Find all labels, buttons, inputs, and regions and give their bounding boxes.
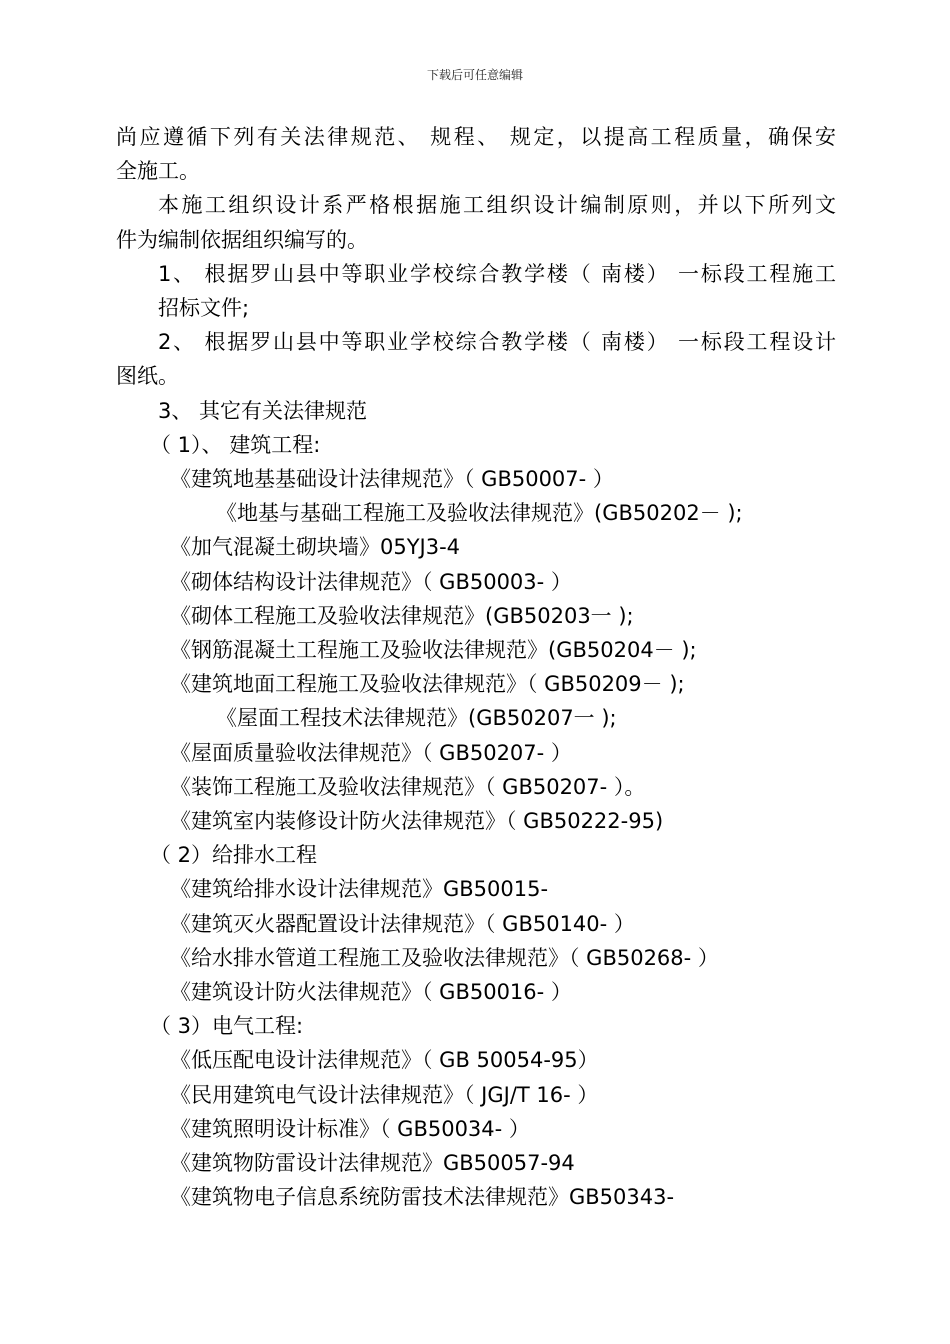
standard-item: 《砌体工程施工及验收法律规范》(GB50203一 ); xyxy=(170,603,634,628)
page-header: 下载后可任意编辑 xyxy=(426,68,523,82)
standard-item: 《建筑灭火器配置设计法律规范》（ GB50140- ） xyxy=(170,911,635,936)
standard-item: 《装饰工程施工及验收法律规范》（ GB50207- ）。 xyxy=(170,774,646,799)
standard-item: 《建筑照明设计标准》（ GB50034- ） xyxy=(170,1116,530,1141)
standard-item: 《砌体结构设计法律规范》（ GB50003- ） xyxy=(170,569,572,594)
standard-item: 《建筑地基基础设计法律规范》（ GB50007- ） xyxy=(170,467,614,492)
section-title: （ 3）电气工程: xyxy=(150,1014,304,1039)
standard-item: 《建筑给排水设计法律规范》GB50015- xyxy=(170,877,549,902)
standard-item: 《给水排水管道工程施工及验收法律规范》（ GB50268- ） xyxy=(170,945,719,970)
standard-item: 《建筑地面工程施工及验收法律规范》（ GB50209－ ); xyxy=(170,672,685,697)
list-item: 1、 根据罗山县中等职业学校综合教学楼（ 南楼） 一标段工程施工 xyxy=(158,261,836,286)
standard-item: 《低压配电设计法律规范》（ GB 50054-95） xyxy=(170,1048,599,1073)
standard-item: 《地基与基础工程施工及验收法律规范》(GB50202－ ); xyxy=(216,501,743,526)
standard-item: 《屋面工程技术法律规范》(GB50207一 ); xyxy=(216,706,617,731)
paragraph-line: 尚应遵循下列有关法律规范、 规程、 规定，以提高工程质量，确保安 xyxy=(116,125,836,149)
standard-item: 《民用建筑电气设计法律规范》（ JGJ/T 16- ） xyxy=(170,1082,599,1107)
standard-item: 《钢筋混凝土工程施工及验收法律规范》(GB50204－ ); xyxy=(170,638,697,663)
standard-item: 《建筑室内装修设计防火法律规范》（ GB50222-95) xyxy=(170,809,664,834)
standard-item: 《建筑设计防火法律规范》（ GB50016- ） xyxy=(170,980,572,1005)
paragraph-line: 全施工。 xyxy=(116,159,200,184)
list-item: 3、 其它有关法律规范 xyxy=(158,398,368,423)
list-item-continuation: 图纸。 xyxy=(116,364,179,389)
standard-item: 《屋面质量验收法律规范》（ GB50207- ） xyxy=(170,740,572,765)
paragraph-line: 本施工组织设计系严格根据施工组织设计编制原则，并以下所列文 xyxy=(158,193,836,218)
list-item: 2、 根据罗山县中等职业学校综合教学楼（ 南楼） 一标段工程设计 xyxy=(158,330,836,355)
list-item-continuation: 招标文件; xyxy=(158,296,250,321)
section-title: （ 1）、 建筑工程: xyxy=(150,432,321,457)
standard-item: 《建筑物防雷设计法律规范》GB50057-94 xyxy=(170,1151,575,1176)
document-body xyxy=(116,120,836,1215)
paragraph-line: 件为编制依据组织编写的。 xyxy=(116,227,368,252)
standard-item: 《加气混凝土砌块墙》05YJ3-4 xyxy=(170,535,461,560)
standard-item: 《建筑物电子信息系统防雷技术法律规范》GB50343- xyxy=(170,1185,675,1210)
section-title: （ 2）给排水工程 xyxy=(150,843,318,868)
